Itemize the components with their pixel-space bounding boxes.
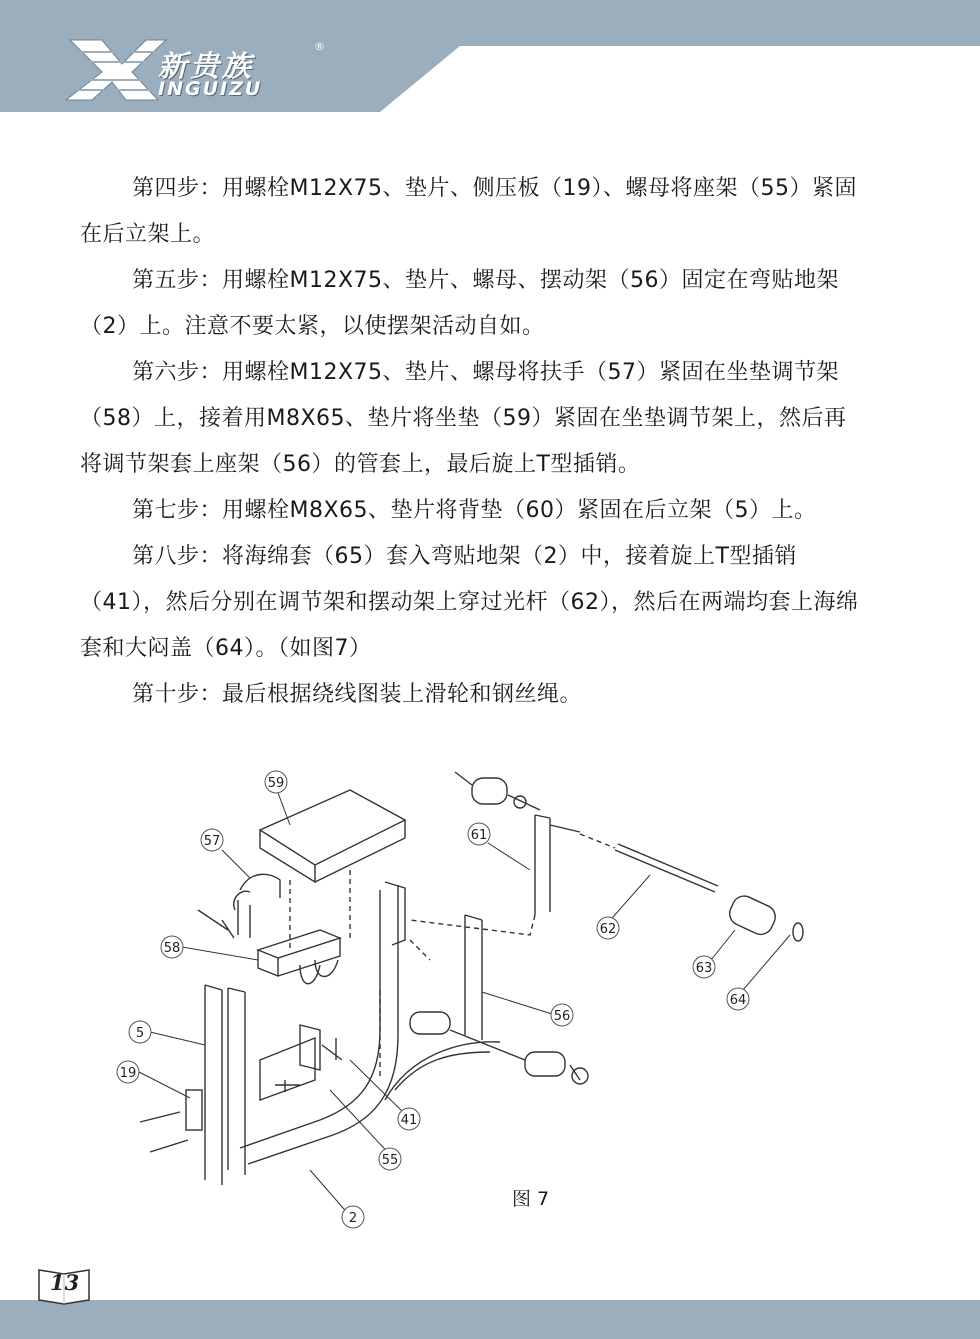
armrest-part [234, 874, 280, 910]
label-58: 58 [163, 941, 181, 956]
step-7-paragraph: 第七步：用螺栓M8X65、垫片将背垫（60）紧固在后立架（5）上。 [132, 498, 817, 523]
seat-cushion-part [260, 790, 405, 865]
step-10-paragraph: 第十步：最后根据绕线图装上滑轮和钢丝绳。 [132, 682, 583, 707]
label-59: 59 [267, 776, 285, 791]
brand-name-en: INGUIZU [158, 78, 263, 100]
seat-adjust-frame-part [258, 930, 340, 976]
step-8-paragraph: 第八步：将海绵套（65）套入弯贴地架（2）中，接着旋上T型插销（41），然后分别在调节架和摆动架上穿过光杆（62），然后在两端均套上海绵套和大闷盖（64）。（如图7） [80, 544, 859, 661]
assembly-diagram [110, 760, 830, 1240]
label-63: 63 [695, 961, 713, 976]
label-2: 2 [348, 1211, 358, 1226]
label-19: 19 [119, 1066, 137, 1081]
rear-upright-part [205, 985, 222, 1185]
figure-caption: 图 7 [512, 1188, 550, 1210]
swing-frame-part [465, 915, 482, 1040]
label-41: 41 [400, 1113, 418, 1128]
step-5-paragraph: 第五步：用螺栓M12X75、垫片、螺母、摆动架（56）固定在弯贴地架（2）上。注意不要太紧，以使摆架活动自如。 [80, 268, 840, 339]
brand-name-cn: 新贵族 [158, 49, 255, 83]
base-frame-part [240, 885, 398, 1164]
seat-frame-part [260, 1025, 320, 1100]
brand-logo [62, 30, 342, 106]
label-64: 64 [729, 993, 747, 1008]
label-56: 56 [553, 1009, 571, 1024]
rod-part [615, 844, 718, 892]
label-57: 57 [203, 834, 221, 849]
step-4-paragraph: 第四步：用螺栓M12X75、垫片、侧压板（19）、螺母将座架（55）紧固在后立架上。 [80, 176, 858, 247]
label-62: 62 [599, 922, 617, 937]
label-61: 61 [470, 828, 488, 843]
registered-mark: ® [314, 40, 325, 53]
upper-roller-part [535, 815, 550, 915]
footer-band [0, 1300, 980, 1339]
label-55: 55 [381, 1153, 399, 1168]
step-6-paragraph: 第六步：用螺栓M12X75、垫片、螺母将扶手（57）紧固在坐垫调节架（58）上，接着用M8X65、垫片将坐垫（59）紧固在坐垫调节架上，然后再将调节架套上座架（56）的管套上，最后旋上T型插销。 [80, 360, 847, 477]
page-number: 13 [50, 1270, 80, 1295]
instruction-text [80, 166, 860, 718]
logo-x-mark [62, 30, 172, 106]
label-5: 5 [135, 1026, 145, 1041]
